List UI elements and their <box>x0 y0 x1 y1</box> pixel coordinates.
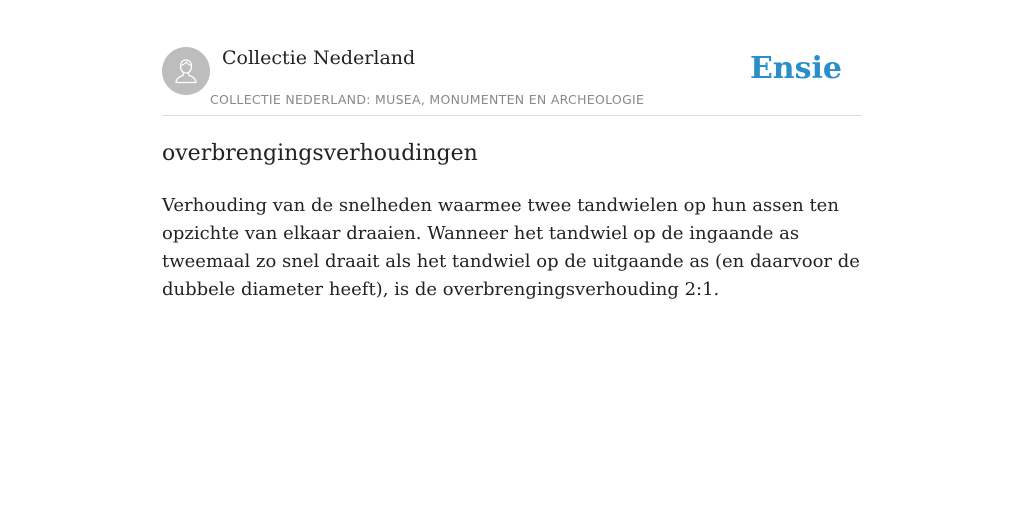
user-icon <box>171 56 201 86</box>
entry-header <box>162 0 862 116</box>
ensie-logo[interactable]: Ensie <box>749 51 842 86</box>
avatar[interactable] <box>162 47 210 95</box>
term-definition: Verhouding van de snelheden waarmee twee tandwielen op hun assen ten opzichte van elkaar draaien. Wanneer het tandwiel op de ingaande as tweemaal zo snel draait als het tandwiel op de uitgaande as (en daarvoor de dubbele diameter heeft), is de overbrengingsverhouding 2:1. <box>162 195 860 300</box>
term-title: overbrengingsverhoudingen <box>162 141 478 166</box>
entry-container <box>162 0 862 300</box>
author-name[interactable]: Collectie Nederland <box>222 47 416 69</box>
source-name[interactable]: COLLECTIE NEDERLAND: MUSEA, MONUMENTEN EN ARCHEOLOGIE <box>210 92 645 107</box>
